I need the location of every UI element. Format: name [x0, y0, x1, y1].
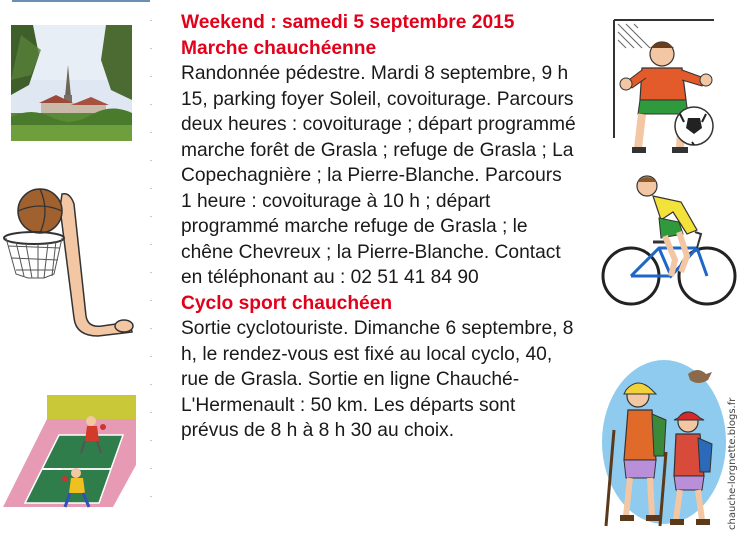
watermark-text: chauche-lorgnette.blogs.fr: [727, 397, 738, 530]
hikers-icon: [598, 360, 726, 530]
top-rule: [12, 0, 150, 2]
dotted-divider: [150, 20, 152, 520]
article-heading: Weekend : samedi 5 septembre 2015: [181, 12, 515, 33]
section-title-cyclo: Cyclo sport chauchéen: [181, 292, 393, 314]
soccer-goalkeeper-icon: [612, 18, 722, 164]
article: [181, 10, 576, 444]
section-body-cyclo: Sortie cyclotouriste. Dimanche 6 septembre, 8 h, le rendez-vous est fixé au local cyclo, 40, rue de Grasla. Sortie en ligne Chauché-L'Hermenault : 50 km. Les départs sont prévus de 8 h à 8 h 30 au choix.: [181, 318, 574, 441]
section-body-marche: Randonnée pédestre. Mardi 8 septembre, 9 h 15, parking foyer Soleil, covoiturage. Parcours deux heures : covoiturage ; départ programmé marche forêt de Grasla ; refuge de Grasla ; La Copechagnière ; la Pierre-Blanche. Parcours 1 heure : covoiturage à 10 h ; départ programmé marche refuge de Grasla ; le chêne Chevreux ; la Pierre-Blanche. Contact en téléphonant au : 02 51 41 84 90: [181, 63, 576, 288]
watermark: [727, 382, 739, 530]
table-tennis-icon: [3, 395, 136, 511]
village-photo: [11, 25, 132, 141]
basketball-icon: [2, 186, 137, 338]
section-title-marche: Marche chauchéenne: [181, 37, 377, 59]
cyclist-icon: [601, 172, 737, 310]
